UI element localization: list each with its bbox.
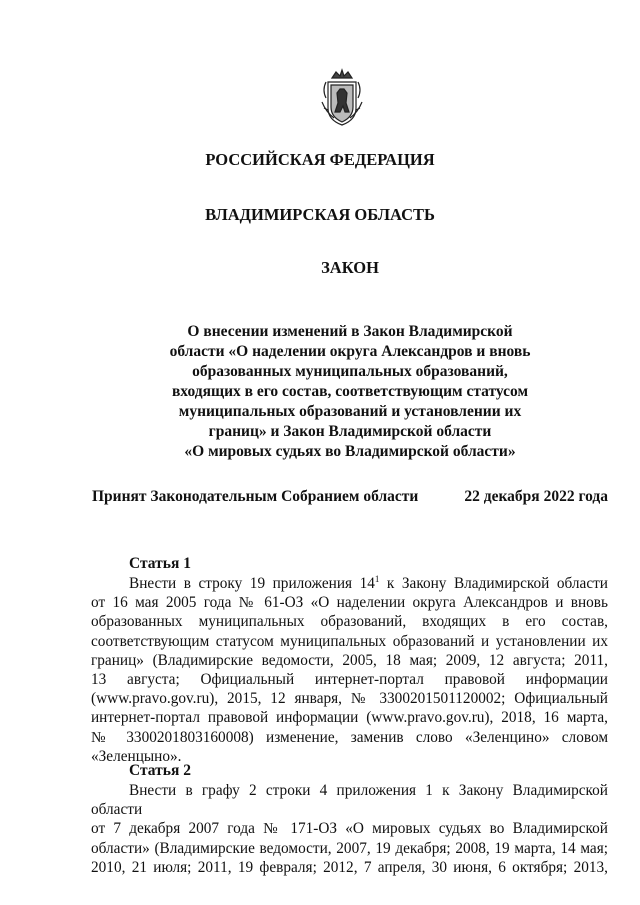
article-1-line: 13 августа; Официальный интернет-портал правовой информации [91, 671, 608, 689]
coat-of-arms-icon [318, 68, 366, 128]
article-2-text [91, 781, 608, 877]
article-2-line: области» (Владимирские ведомости, 2007, 19 декабря; 2008, 19 марта, 14 мая; [91, 839, 608, 857]
article-1-line: границ» (Владимирские ведомости, 2005, 18 мая; 2009, 12 августа; 2011, [91, 651, 608, 669]
title-line: образованных муниципальных образований, [192, 363, 508, 380]
article-1-line-text: Внести в строку 19 приложения 14 [129, 575, 375, 592]
article-2-line: от 7 декабря 2007 года № 171-ОЗ «О мировых судьях во Владимирской [91, 820, 608, 838]
article-1-text [91, 574, 608, 766]
adopted-label: Принят Законодательным Собранием области [92, 488, 419, 505]
title-line: «О мировых судьях во Владимирской области» [184, 443, 516, 460]
article-1-line: образованных муниципальных образований, входящих в его состав, [91, 613, 608, 631]
article-1-line: (www.pravo.gov.ru), 2015, 12 января, № 3300201501120002; Официальный [91, 690, 608, 708]
article-1-line: от 16 мая 2005 года № 61-ОЗ «О наделении округа Александров и вновь [91, 594, 608, 612]
adopted-date: 22 декабря 2022 года [464, 488, 608, 505]
title-line: входящих в его состав, соответствующим статусом [171, 383, 529, 400]
article-1-line: интернет-портал правовой информации (www.pravo.gov.ru), 2018, 16 марта, [91, 709, 608, 727]
article-1-line: соответствующим статусом муниципальных образований и установлении их [91, 632, 608, 650]
article-1-line: № 3300201803160008) изменение, заменив слово «Зеленцино» словом [91, 728, 608, 746]
region-heading: ВЛАДИМИРСКАЯ ОБЛАСТЬ [205, 205, 435, 224]
article-1-line-text: к Закону Владимирской области [379, 575, 608, 592]
doc-type-heading: ЗАКОН [321, 258, 379, 277]
article-1-line: «Зеленцыно». [91, 747, 182, 765]
law-title [150, 322, 550, 462]
title-line: области «О наделении округа Александров и вновь [169, 343, 531, 360]
title-line: муниципальных образований и установлении их [178, 403, 522, 420]
superscript: 1 [374, 573, 380, 584]
country-heading: РОССИЙСКАЯ ФЕДЕРАЦИЯ [205, 150, 435, 169]
title-line: О внесении изменений в Закон Владимирской [187, 323, 513, 340]
article-1-line [91, 574, 608, 593]
title-line: границ» и Закон Владимирской области [208, 423, 492, 440]
article-2-heading: Статья 2 [129, 762, 191, 779]
article-1-heading: Статья 1 [129, 555, 191, 572]
article-2-line: 2010, 21 июля; 2011, 19 февраля; 2012, 7 апреля, 30 июня, 6 октября; 2013, [91, 858, 608, 876]
article-2-line: Внести в графу 2 строки 4 приложения 1 к Закону Владимирской области [91, 782, 608, 819]
